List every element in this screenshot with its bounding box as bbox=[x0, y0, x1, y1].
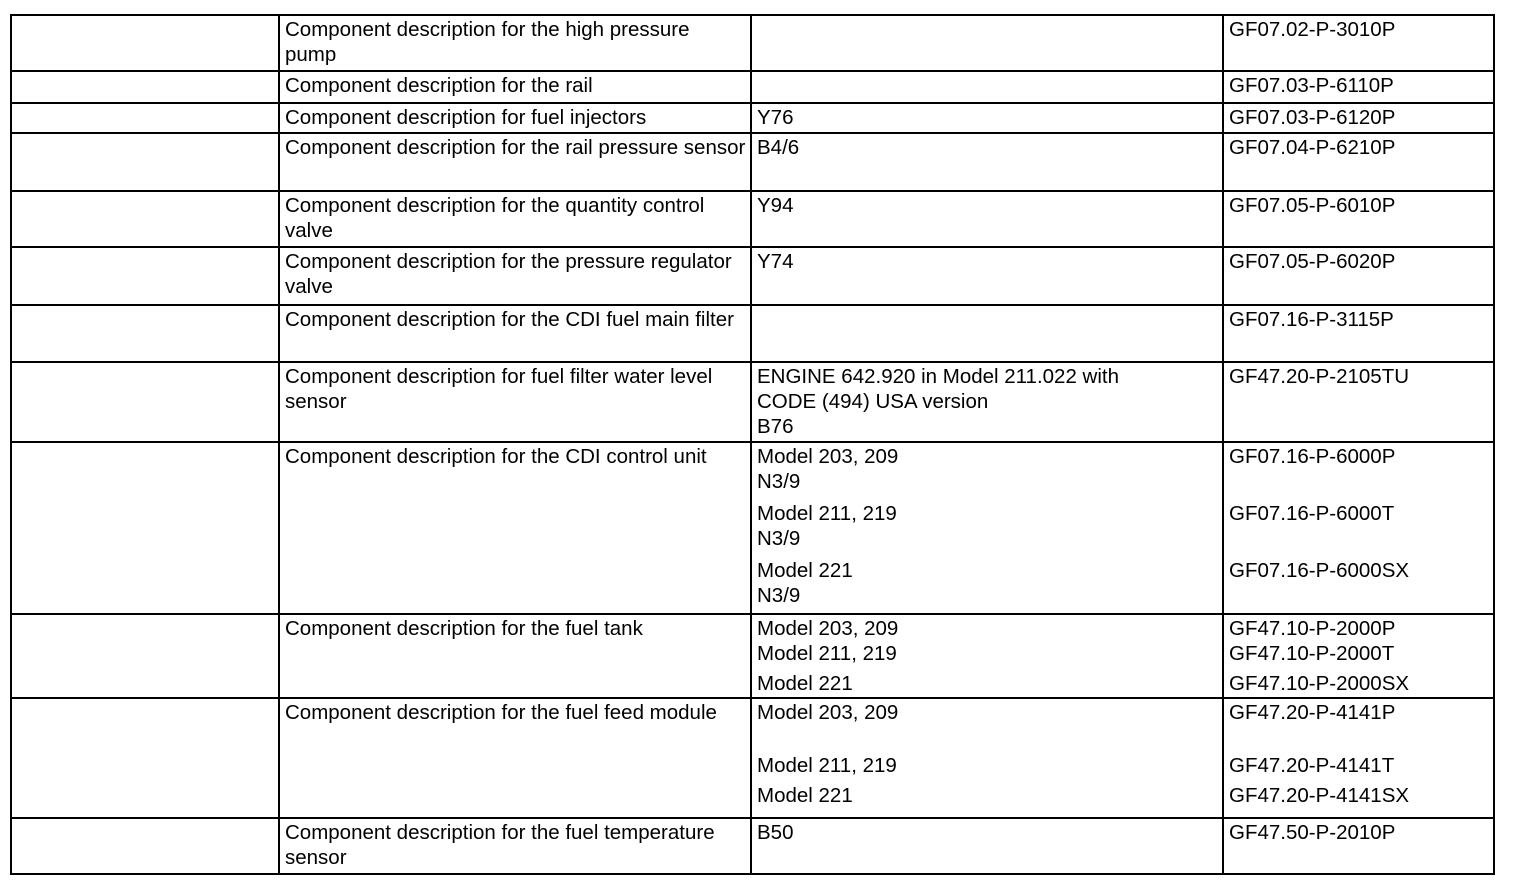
empty-cell bbox=[11, 191, 279, 247]
document-cell: GF07.16-P-3115P bbox=[1223, 305, 1494, 362]
model-label: Model 221 bbox=[757, 672, 853, 695]
empty-cell bbox=[11, 15, 279, 71]
document-label: GF47.20-P-4141SX bbox=[1229, 784, 1410, 807]
document-cell bbox=[1223, 614, 1494, 698]
code-label: N3/9 bbox=[757, 584, 801, 607]
model-label: Model 211, 219 bbox=[757, 754, 897, 777]
document-cell bbox=[1223, 442, 1494, 614]
designation-cell: B50 bbox=[751, 818, 1223, 874]
table-row bbox=[11, 614, 1494, 698]
designation-line: CODE (494) USA version bbox=[757, 390, 989, 413]
document-label: GF47.20-P-4141P bbox=[1229, 701, 1396, 724]
document-cell: GF07.03-P-6120P bbox=[1223, 103, 1494, 133]
document-label: GF07.16-P-6000P bbox=[1229, 445, 1396, 468]
table-row bbox=[11, 818, 1494, 874]
empty-cell bbox=[11, 247, 279, 305]
component-cell: Component description for the high pressure pump bbox=[279, 15, 751, 71]
designation-cell: Y76 bbox=[751, 103, 1223, 133]
document-cell: GF07.02-P-3010P bbox=[1223, 15, 1494, 71]
designation-cell bbox=[751, 15, 1223, 71]
document-cell: GF07.05-P-6010P bbox=[1223, 191, 1494, 247]
component-cell: Component description for the CDI fuel main filter bbox=[279, 305, 751, 362]
component-cell: Component description for the CDI control unit bbox=[279, 442, 751, 614]
designation-cell: Y94 bbox=[751, 191, 1223, 247]
model-label: Model 211, 219 bbox=[757, 502, 897, 525]
model-label: Model 203, 209 bbox=[757, 445, 899, 468]
component-cell: Component description for fuel filter water level sensor bbox=[279, 362, 751, 442]
table-row bbox=[11, 698, 1494, 818]
designation-cell bbox=[751, 698, 1223, 818]
document-label: GF47.20-P-4141T bbox=[1229, 754, 1395, 777]
document-label: GF47.10-P-2000T bbox=[1229, 642, 1395, 665]
designation-cell bbox=[751, 614, 1223, 698]
document-cell: GF07.05-P-6020P bbox=[1223, 247, 1494, 305]
table-row bbox=[11, 191, 1494, 247]
document-label: GF07.16-P-6000SX bbox=[1229, 559, 1410, 582]
model-label: Model 221 bbox=[757, 784, 853, 807]
empty-cell bbox=[11, 305, 279, 362]
designation-cell bbox=[751, 442, 1223, 614]
code-label: N3/9 bbox=[757, 527, 801, 550]
document-label: GF47.10-P-2000SX bbox=[1229, 672, 1410, 695]
designation-line: ENGINE 642.920 in Model 211.022 with bbox=[757, 365, 1120, 388]
document-label: GF07.16-P-6000T bbox=[1229, 502, 1395, 525]
model-label: Model 221 bbox=[757, 559, 853, 582]
document-label: GF47.10-P-2000P bbox=[1229, 617, 1396, 640]
empty-cell bbox=[11, 133, 279, 191]
empty-cell bbox=[11, 614, 279, 698]
table-row bbox=[11, 442, 1494, 614]
component-cell: Component description for fuel injectors bbox=[279, 103, 751, 133]
empty-cell bbox=[11, 71, 279, 103]
table-row bbox=[11, 133, 1494, 191]
component-cell: Component description for the fuel feed module bbox=[279, 698, 751, 818]
document-cell: GF47.50-P-2010P bbox=[1223, 818, 1494, 874]
table-row bbox=[11, 103, 1494, 133]
document-cell bbox=[1223, 698, 1494, 818]
model-label: Model 211, 219 bbox=[757, 642, 897, 665]
component-cell: Component description for the quantity control valve bbox=[279, 191, 751, 247]
empty-cell bbox=[11, 442, 279, 614]
component-reference-table bbox=[10, 14, 1495, 875]
table-row bbox=[11, 305, 1494, 362]
empty-cell bbox=[11, 103, 279, 133]
component-cell: Component description for the fuel temperature sensor bbox=[279, 818, 751, 874]
designation-line: B76 bbox=[757, 415, 794, 438]
model-label: Model 203, 209 bbox=[757, 617, 899, 640]
table-row bbox=[11, 362, 1494, 442]
code-label: N3/9 bbox=[757, 470, 801, 493]
designation-cell bbox=[751, 362, 1223, 442]
table-row bbox=[11, 247, 1494, 305]
empty-cell bbox=[11, 698, 279, 818]
component-cell: Component description for the rail bbox=[279, 71, 751, 103]
empty-cell bbox=[11, 818, 279, 874]
empty-cell bbox=[11, 362, 279, 442]
component-cell: Component description for the rail pressure sensor bbox=[279, 133, 751, 191]
designation-cell: Y74 bbox=[751, 247, 1223, 305]
component-cell: Component description for the pressure regulator valve bbox=[279, 247, 751, 305]
model-label: Model 203, 209 bbox=[757, 701, 899, 724]
document-cell: GF47.20-P-2105TU bbox=[1223, 362, 1494, 442]
designation-cell: B4/6 bbox=[751, 133, 1223, 191]
table-row bbox=[11, 71, 1494, 103]
designation-cell bbox=[751, 71, 1223, 103]
component-cell: Component description for the fuel tank bbox=[279, 614, 751, 698]
designation-cell bbox=[751, 305, 1223, 362]
document-cell: GF07.03-P-6110P bbox=[1223, 71, 1494, 103]
table-row bbox=[11, 15, 1494, 71]
document-cell: GF07.04-P-6210P bbox=[1223, 133, 1494, 191]
